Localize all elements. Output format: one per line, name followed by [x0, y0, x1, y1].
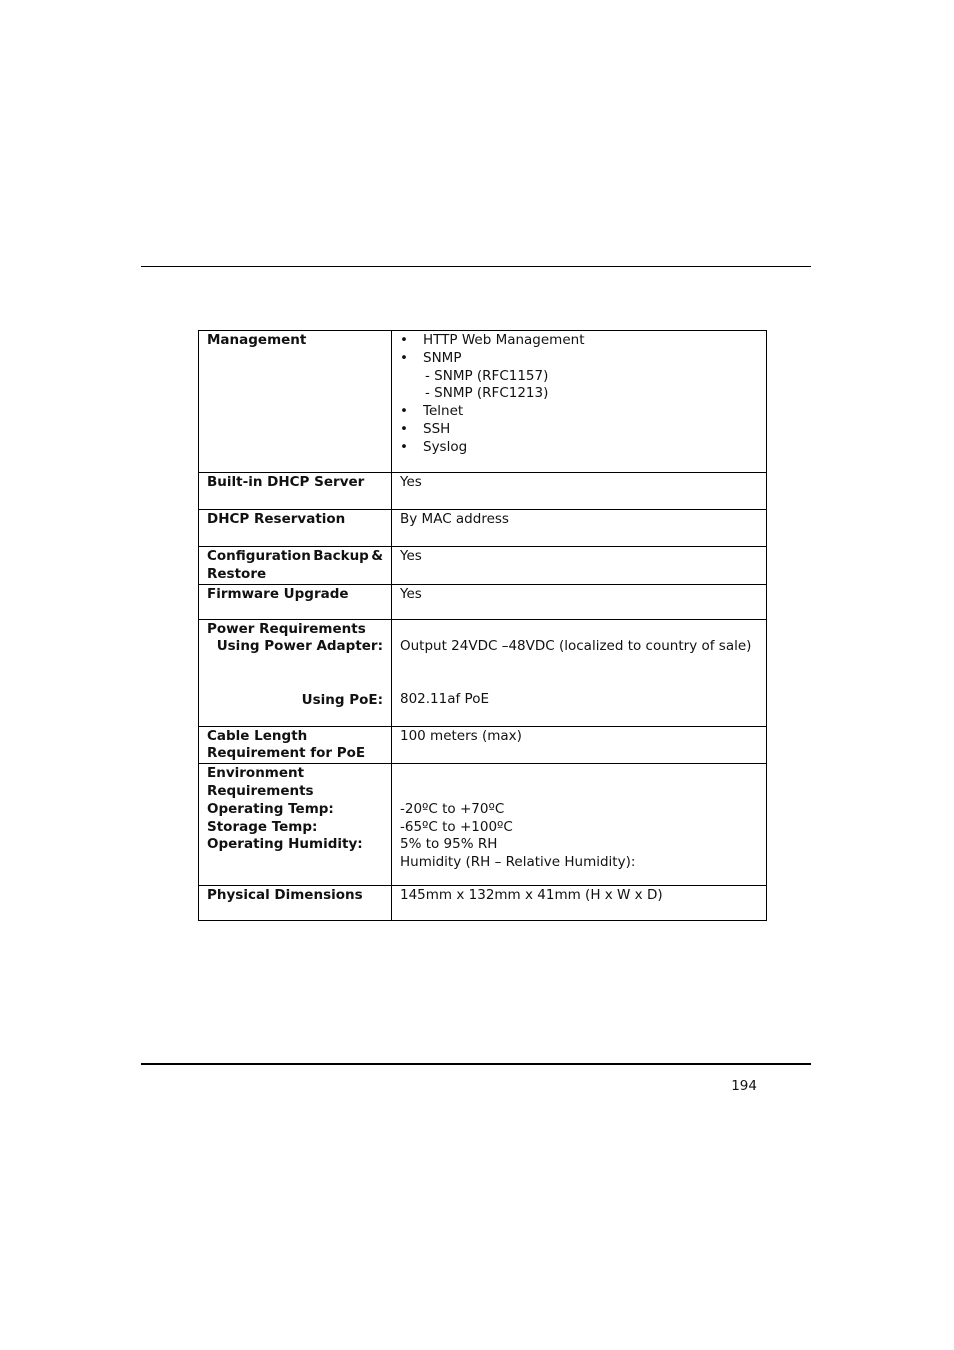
table-row-firmware	[199, 584, 767, 619]
cable-label-line2: Requirement for PoE	[207, 745, 366, 762]
management-bullet-item: • HTTP Web Management	[400, 332, 758, 350]
table-row-environment	[199, 764, 767, 886]
firmware-label: Firmware Upgrade	[199, 584, 392, 619]
spacer	[400, 783, 758, 801]
management-bullet-item: • Telnet	[400, 403, 758, 421]
power-poe-value: 802.11af PoE	[400, 691, 490, 708]
environment-value-cell	[392, 764, 767, 886]
physical-dimensions-label: Physical Dimensions	[199, 886, 392, 921]
table-row-management	[199, 331, 767, 473]
table-row-power	[199, 619, 767, 726]
cable-label-cell	[199, 726, 392, 764]
spacer	[400, 621, 758, 639]
management-bullet-item: • SSH	[400, 421, 758, 439]
physical-dimensions-value: 145mm x 132mm x 41mm (H x W x D)	[392, 886, 767, 921]
management-bullet-item: • Syslog	[400, 439, 758, 457]
spacer	[207, 656, 383, 674]
cable-value: 100 meters (max)	[392, 726, 767, 764]
operating-temp-value: -20ºC to +70ºC	[400, 800, 505, 817]
operating-humidity-value: 5% to 95% RH	[400, 836, 498, 853]
spacer	[207, 674, 383, 692]
storage-temp-label: Storage Temp:	[207, 818, 318, 835]
config-backup-label-word1: Configuration	[207, 548, 311, 564]
dhcp-server-label: Built-in DHCP Server	[199, 473, 392, 510]
power-label-cell	[199, 619, 392, 726]
config-backup-label-word2: Backup	[313, 548, 369, 564]
dhcp-server-value: Yes	[392, 473, 767, 510]
firmware-value: Yes	[392, 584, 767, 619]
management-list	[400, 332, 758, 457]
dhcp-reservation-label: DHCP Reservation	[199, 510, 392, 547]
table-row-config-backup	[199, 547, 767, 585]
config-backup-label-line1	[207, 548, 383, 566]
spacer	[400, 765, 758, 783]
dhcp-reservation-value: By MAC address	[392, 510, 767, 547]
table-row-dhcp-server	[199, 473, 767, 510]
environment-label-line2: Requirements	[207, 782, 314, 799]
config-backup-label	[199, 547, 392, 585]
spec-table	[198, 330, 767, 921]
operating-temp-label: Operating Temp:	[207, 800, 334, 817]
table-row-physical-dimensions	[199, 886, 767, 921]
management-value	[392, 331, 767, 473]
environment-label-line1: Environment	[207, 765, 305, 782]
humidity-note: Humidity (RH – Relative Humidity):	[400, 854, 636, 871]
table-row-dhcp-reservation	[199, 510, 767, 547]
config-backup-label-line2: Restore	[207, 565, 267, 582]
power-adapter-label: Using Power Adapter:	[216, 638, 383, 655]
power-poe-label: Using PoE:	[301, 691, 383, 708]
footer-rule	[141, 1063, 811, 1065]
environment-label-cell	[199, 764, 392, 886]
power-label: Power Requirements	[207, 620, 366, 637]
config-backup-value: Yes	[392, 547, 767, 585]
power-adapter-value: Output 24VDC –48VDC (localized to country of sale)	[400, 638, 752, 655]
storage-temp-value: -65ºC to +100ºC	[400, 818, 513, 835]
config-backup-label-word3: &	[371, 548, 383, 564]
management-sub-item: - SNMP (RFC1157)	[425, 367, 549, 384]
page-number: 194	[731, 1078, 757, 1094]
management-label: Management	[199, 331, 392, 473]
management-bullet-item: • SNMP	[400, 350, 758, 368]
operating-humidity-label: Operating Humidity:	[207, 836, 363, 853]
table-row-cable-length	[199, 726, 767, 764]
header-rule	[141, 266, 811, 267]
power-value-cell	[392, 619, 767, 726]
cable-label-line1: Cable Length	[207, 727, 308, 744]
management-sub-item: - SNMP (RFC1213)	[425, 385, 549, 402]
